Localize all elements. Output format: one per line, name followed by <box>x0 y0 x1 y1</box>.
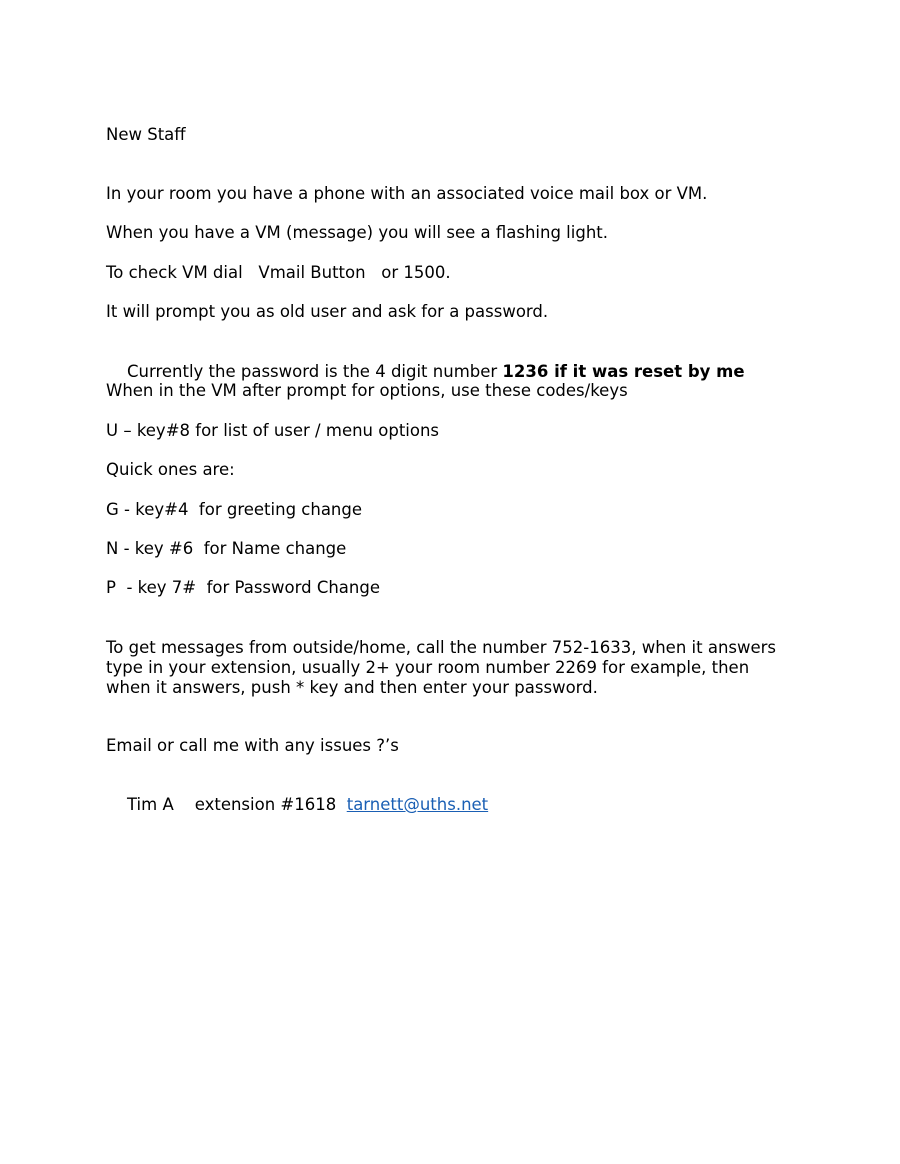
flashing-light-paragraph: When you have a VM (message) you will see a flashing light. <box>106 223 609 242</box>
quick-ones-label: Quick ones are: <box>106 460 235 479</box>
user-menu-paragraph: U – key#8 for list of user / menu options <box>106 421 440 440</box>
greeting-code: G - key#4 for greeting change <box>106 500 363 519</box>
contact-paragraph: Email or call me with any issues ?’s <box>106 736 399 755</box>
name-code: N - key #6 for Name change <box>106 539 347 558</box>
outside-access-paragraph: To get messages from outside/home, call the number 752-1633, when it answers type in your extension, usually 2+ your room number 2269 for example, then when it answers, push * key and then enter your password. <box>106 638 777 697</box>
signature-line <box>106 775 488 835</box>
options-paragraph: When in the VM after prompt for options, use these codes/keys <box>106 381 628 400</box>
email-link[interactable]: tarnett@uths.net <box>346 795 489 814</box>
password-bold-text: 1236 if it was reset by me <box>502 362 745 381</box>
intro-paragraph: In your room you have a phone with an associated voice mail box or VM. <box>106 184 708 203</box>
doc-title: New Staff <box>106 125 186 144</box>
prompt-paragraph: It will prompt you as old user and ask for a password. <box>106 302 549 321</box>
password-change-code: P - key 7# for Password Change <box>106 578 380 597</box>
check-vm-paragraph: To check VM dial Vmail Button or 1500. <box>106 263 451 282</box>
password-text: Currently the password is the 4 digit number <box>126 362 503 381</box>
signature-name: Tim A extension #1618 <box>126 795 347 814</box>
